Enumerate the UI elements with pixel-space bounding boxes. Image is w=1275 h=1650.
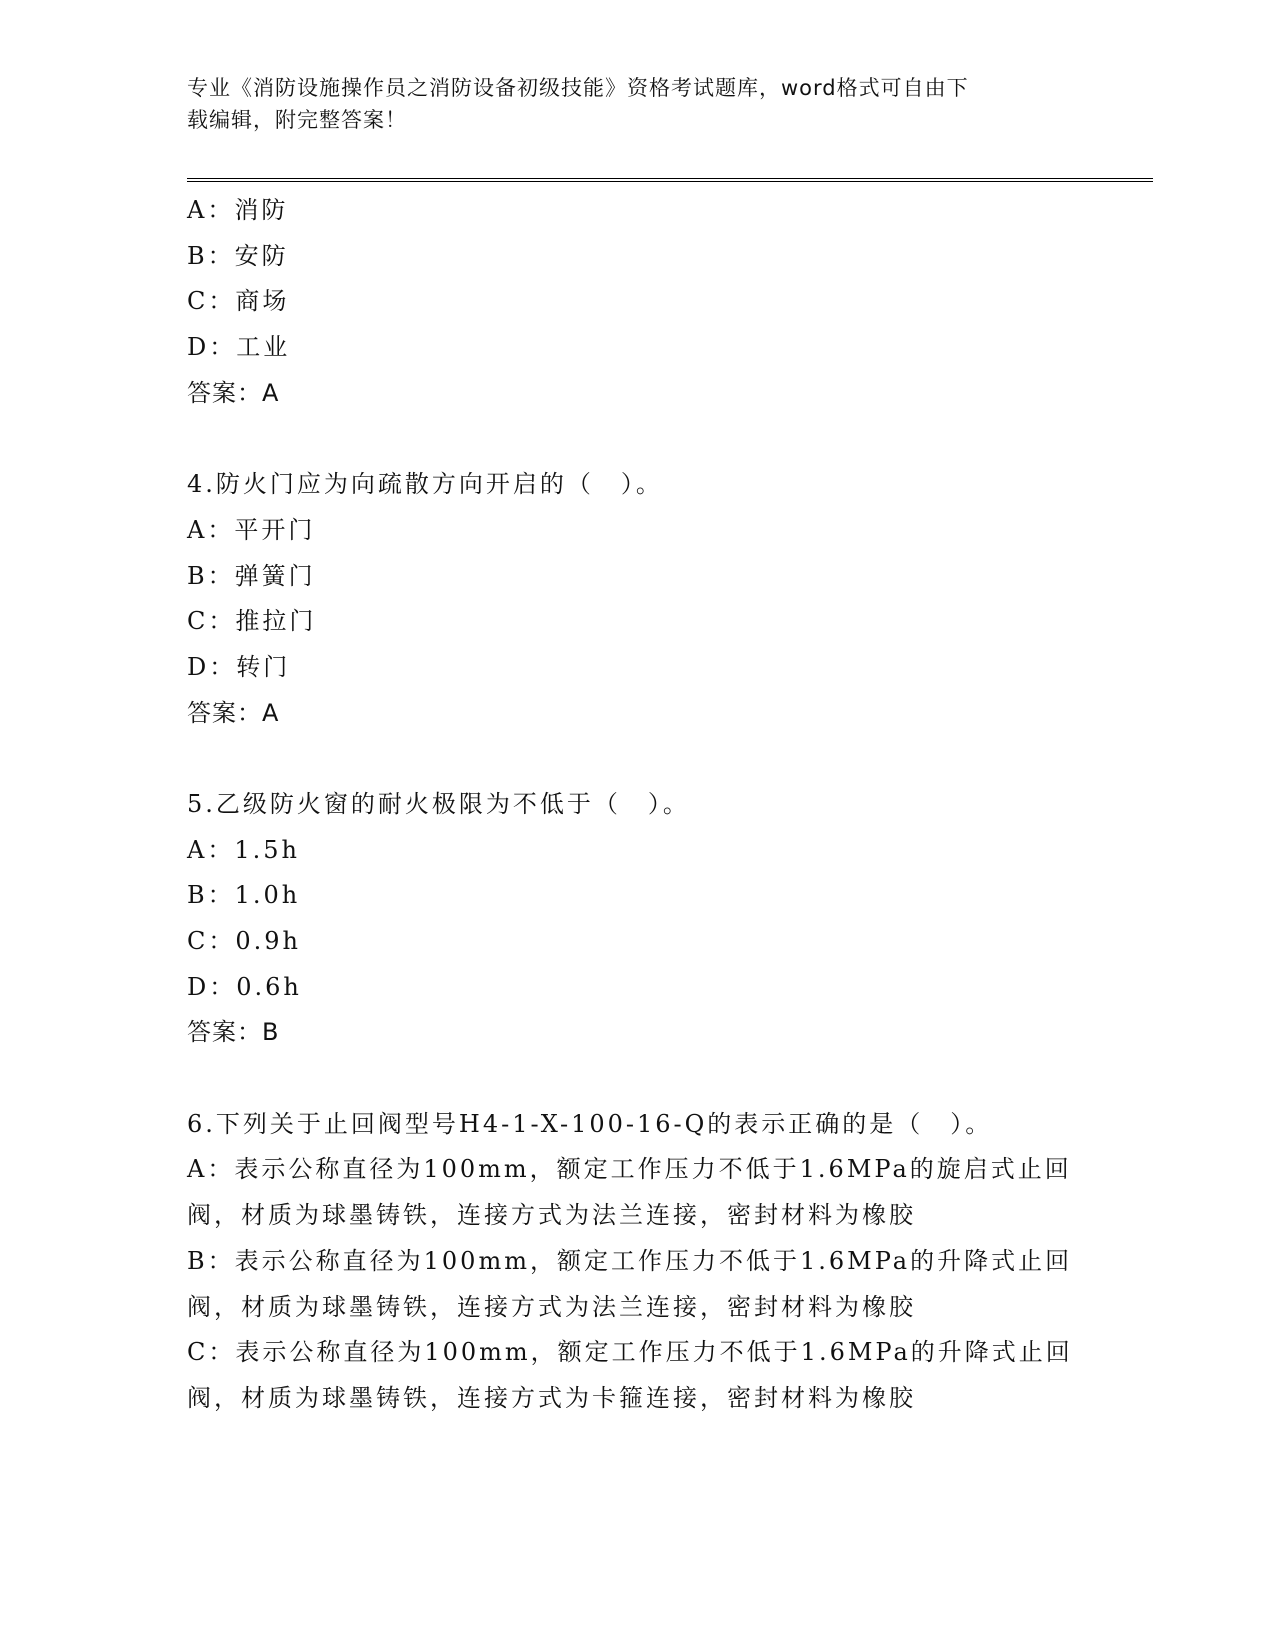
question-6 [187, 1102, 1087, 1422]
answer: 答案：A [187, 378, 280, 407]
option-c-line-1: C：表示公称直径为100mm，额定工作压力不低于1.6MPa的升降式止回 [187, 1338, 1073, 1367]
option-b-line-2: 阀，材质为球墨铸铁，连接方式为法兰连接，密封材料为橡胶 [187, 1292, 916, 1321]
question-4 [187, 462, 1087, 736]
option-c: C：0.9h [187, 927, 301, 955]
spacer [187, 736, 1087, 782]
option-c: C：商场 [187, 287, 290, 316]
header-line-1: 专业《消防设施操作员之消防设备初级技能》资格考试题库，word格式可自由下 [187, 76, 969, 100]
option-a: A：1.5h [187, 835, 300, 864]
option-a-line-2: 阀，材质为球墨铸铁，连接方式为法兰连接，密封材料为橡胶 [187, 1201, 916, 1230]
option-a-line-1: A：表示公称直径为100mm，额定工作压力不低于1.6MPa的旋启式止回 [187, 1155, 1072, 1184]
option-a: A：消防 [187, 196, 289, 224]
option-b: B：弹簧门 [187, 561, 316, 590]
header-divider [187, 178, 1153, 182]
option-c: C：推拉门 [187, 607, 317, 636]
option-b: B：1.0h [187, 881, 301, 910]
question-text: 5.乙级防火窗的耐火极限为不低于（ ）。 [187, 789, 690, 818]
header-line-2: 载编辑，附完整答案！ [187, 108, 407, 132]
spacer [187, 1056, 1087, 1102]
option-c-line-2: 阀，材质为球墨铸铁，连接方式为卡箍连接，密封材料为橡胶 [187, 1383, 916, 1412]
answer: 答案：A [187, 698, 280, 727]
question-text: 4.防火门应为向疏散方向开启的（ ）。 [187, 470, 663, 499]
question-text: 6.下列关于止回阀型号H4-1-X-100-16-Q的表示正确的是（ ）。 [187, 1109, 993, 1138]
option-d: D：工业 [187, 333, 291, 362]
spacer [187, 416, 1087, 462]
option-d: D：转门 [187, 652, 291, 681]
question-5 [187, 782, 1087, 1056]
answer: 答案：B [187, 1018, 280, 1047]
document-header [187, 72, 1087, 136]
option-b-line-1: B：表示公称直径为100mm，额定工作压力不低于1.6MPa的升降式止回 [187, 1246, 1073, 1275]
option-b: B：安防 [187, 241, 289, 270]
option-a: A：平开门 [187, 515, 316, 544]
option-d: D：0.6h [187, 972, 302, 1001]
question-3 [187, 188, 1087, 416]
question-content [187, 188, 1087, 1422]
